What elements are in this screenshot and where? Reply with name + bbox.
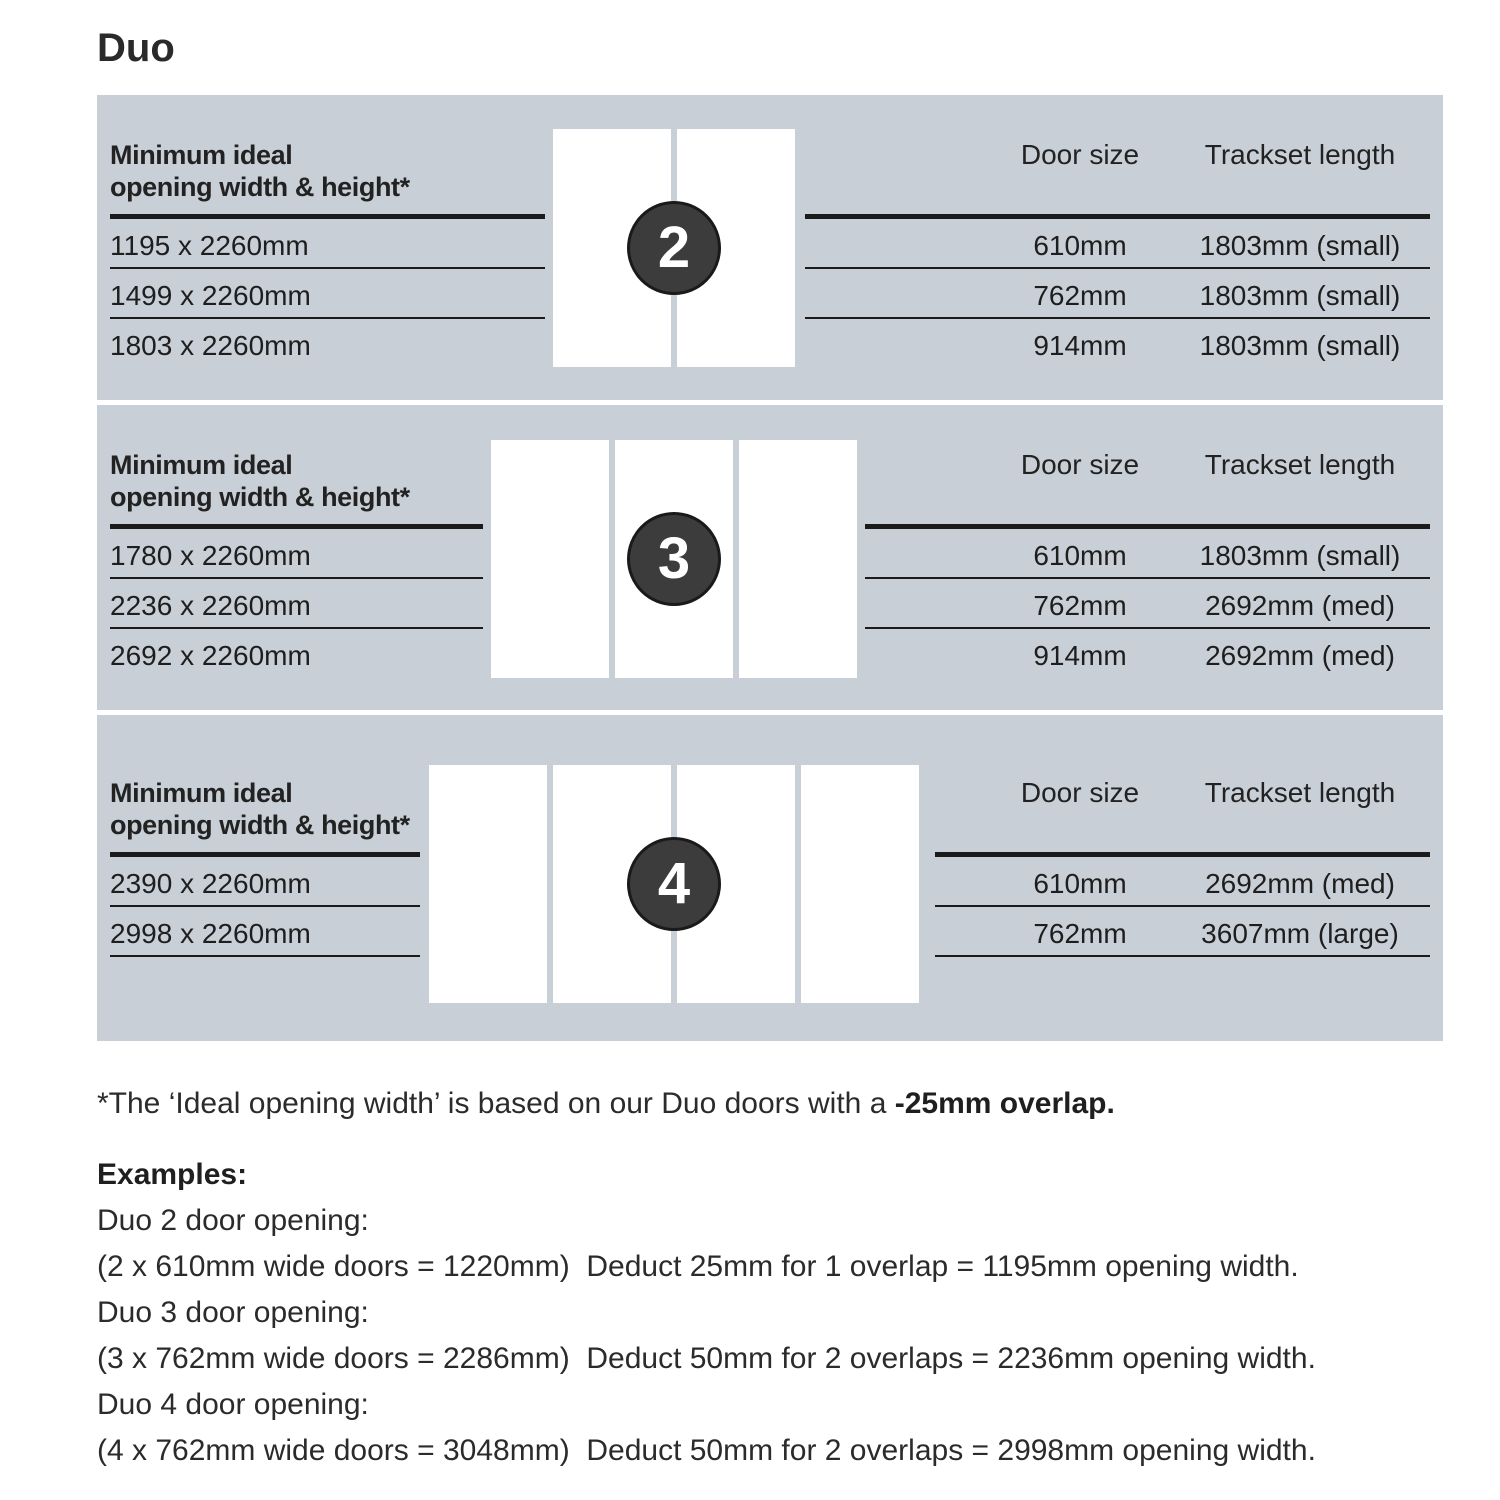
trackset-length-value: 1803mm (small) xyxy=(1199,280,1401,311)
door-count-label: 3 xyxy=(657,526,691,591)
trackset-table-header xyxy=(935,777,1430,857)
section-duo-2 xyxy=(97,95,1443,400)
opening-size-table-3 xyxy=(110,449,483,679)
trackset-length-value: 1803mm (small) xyxy=(1199,540,1401,571)
trackset-length-header: Trackset length xyxy=(1204,449,1396,480)
door-panel xyxy=(739,440,857,678)
door-size-value: 610mm xyxy=(1033,230,1127,261)
trackset-length-value: 2692mm (med) xyxy=(1205,640,1395,671)
examples-heading: Examples: xyxy=(97,1158,248,1191)
door-size-value: 762mm xyxy=(1033,590,1127,621)
trackset-row xyxy=(935,907,1430,957)
example-line: Duo 4 door opening: xyxy=(97,1388,369,1421)
trackset-length-value: 1803mm (small) xyxy=(1199,230,1401,261)
door-diagram-2 xyxy=(553,129,795,367)
door-diagram-3 xyxy=(491,440,857,678)
trackset-row xyxy=(805,269,1430,319)
opening-size-row: 2692 x 2260mm xyxy=(110,640,311,671)
opening-size-header-line2: opening width & height* xyxy=(110,810,410,840)
opening-size-table-2 xyxy=(110,139,545,369)
opening-size-row: 1780 x 2260mm xyxy=(110,529,483,579)
door-size-header: Door size xyxy=(1020,139,1140,170)
page-title: Duo xyxy=(97,26,175,70)
opening-size-row: 2390 x 2260mm xyxy=(110,857,420,907)
example-line: (4 x 762mm wide doors = 3048mm) Deduct 50mm for 2 overlaps = 2998mm opening width. xyxy=(97,1434,1316,1467)
example-line: Duo 2 door opening: xyxy=(97,1204,369,1237)
door-count-label: 4 xyxy=(657,851,691,916)
trackset-table-header xyxy=(805,139,1430,219)
footnote-bold: -25mm overlap. xyxy=(894,1087,1115,1120)
trackset-row xyxy=(935,857,1430,907)
trackset-table-2 xyxy=(805,139,1430,369)
opening-size-header-line1: Minimum ideal xyxy=(110,140,293,170)
trackset-length-header: Trackset length xyxy=(1204,139,1396,170)
trackset-table-3 xyxy=(865,449,1430,679)
trackset-length-value: 1803mm (small) xyxy=(1199,330,1401,361)
spec-panel xyxy=(97,95,1443,1041)
opening-size-header xyxy=(110,449,483,529)
door-size-value: 762mm xyxy=(1033,918,1127,949)
opening-size-header-line2: opening width & height* xyxy=(110,172,410,202)
door-size-value: 914mm xyxy=(1033,640,1127,671)
opening-size-row: 2998 x 2260mm xyxy=(110,907,420,957)
opening-size-row: 1803 x 2260mm xyxy=(110,330,311,361)
example-line: (3 x 762mm wide doors = 2286mm) Deduct 50mm for 2 overlaps = 2236mm opening width. xyxy=(97,1342,1316,1375)
door-diagram-4 xyxy=(429,765,919,1003)
examples-block xyxy=(97,1152,1316,1474)
trackset-table-4 xyxy=(935,777,1430,957)
trackset-table-header xyxy=(865,449,1430,529)
opening-size-header-line1: Minimum ideal xyxy=(110,450,293,480)
door-count-badge xyxy=(627,837,721,931)
door-size-value: 610mm xyxy=(1033,540,1127,571)
section-duo-4 xyxy=(97,715,1443,1041)
opening-size-row: 1195 x 2260mm xyxy=(110,219,545,269)
door-count-label: 2 xyxy=(657,215,691,280)
trackset-length-value: 3607mm (large) xyxy=(1201,918,1399,949)
trackset-row xyxy=(865,579,1430,629)
door-panel xyxy=(491,440,609,678)
opening-size-header-line2: opening width & height* xyxy=(110,482,410,512)
opening-size-header xyxy=(110,777,420,857)
door-size-value: 610mm xyxy=(1033,868,1127,899)
door-panel xyxy=(429,765,547,1003)
opening-size-header xyxy=(110,139,545,219)
door-size-header: Door size xyxy=(1020,777,1140,808)
door-size-value: 914mm xyxy=(1033,330,1127,361)
opening-size-table-4 xyxy=(110,777,420,957)
opening-size-row: 2236 x 2260mm xyxy=(110,579,483,629)
trackset-length-header: Trackset length xyxy=(1204,777,1396,808)
example-line: Duo 3 door opening: xyxy=(97,1296,369,1329)
opening-size-row: 1499 x 2260mm xyxy=(110,269,545,319)
footnote-text: *The ‘Ideal opening width’ is based on our Duo doors with a xyxy=(97,1087,895,1120)
footnote xyxy=(97,1087,1115,1121)
trackset-length-value: 2692mm (med) xyxy=(1205,868,1395,899)
door-size-header: Door size xyxy=(1020,449,1140,480)
opening-size-header-line1: Minimum ideal xyxy=(110,778,293,808)
example-line: (2 x 610mm wide doors = 1220mm) Deduct 25mm for 1 overlap = 1195mm opening width. xyxy=(97,1250,1299,1283)
trackset-row xyxy=(805,219,1430,269)
trackset-row xyxy=(805,319,1430,369)
door-size-value: 762mm xyxy=(1033,280,1127,311)
section-duo-3 xyxy=(97,405,1443,710)
trackset-row xyxy=(865,529,1430,579)
door-count-badge xyxy=(627,512,721,606)
door-panel xyxy=(801,765,919,1003)
trackset-length-value: 2692mm (med) xyxy=(1205,590,1395,621)
door-count-badge xyxy=(627,201,721,295)
trackset-row xyxy=(865,629,1430,679)
